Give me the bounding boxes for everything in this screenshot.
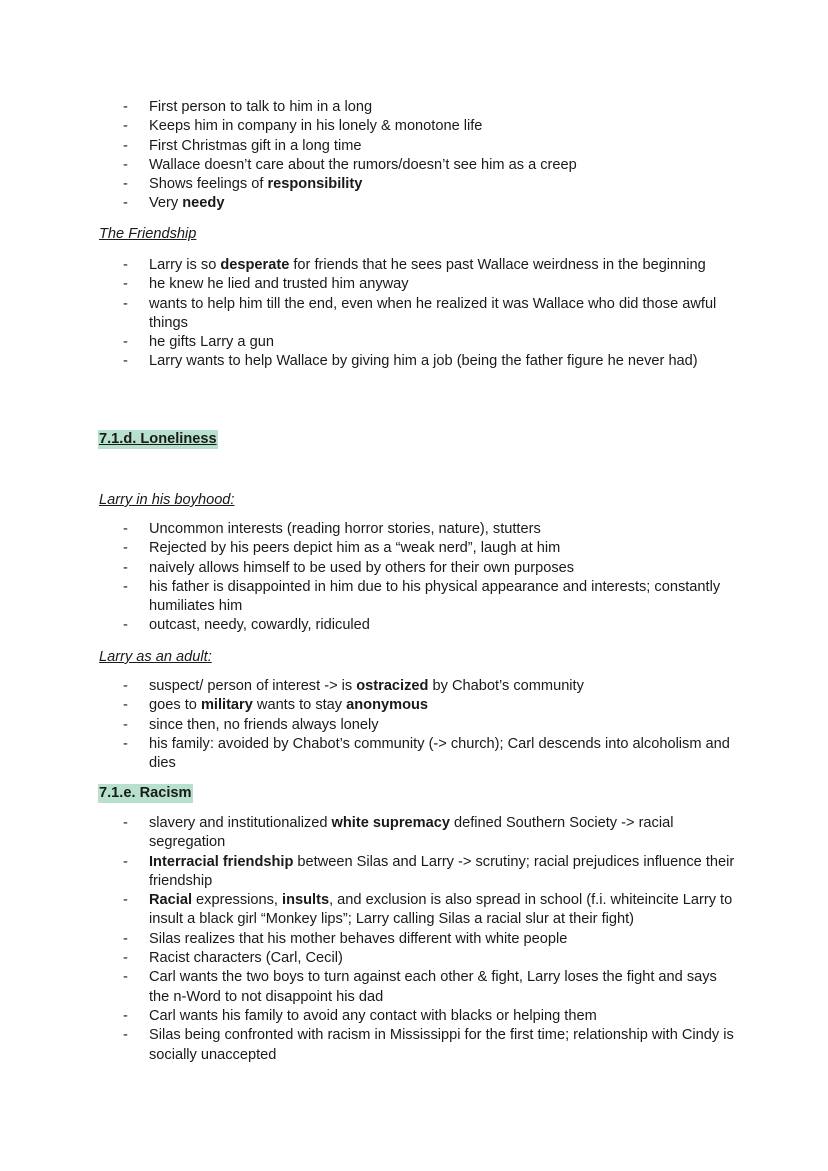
list-item: - Carl wants his family to avoid any contact with blacks or helping them [0, 1007, 828, 1026]
list-item: - First person to talk to him in a long [0, 98, 828, 117]
list-item: - suspect/ person of interest -> is ostracized by Chabot’s community [0, 677, 828, 696]
list-item: - he knew he lied and trusted him anyway [0, 275, 828, 294]
bold-emphasis: insults [282, 892, 330, 909]
list-item: - outcast, needy, cowardly, ridiculed [0, 616, 828, 635]
bold-emphasis: needy [182, 195, 225, 212]
list-item: - Very needy [0, 194, 828, 213]
list-item: - he gifts Larry a gun [0, 333, 828, 352]
intro-list [0, 98, 828, 214]
racism-list [0, 814, 828, 1065]
bold-emphasis: Racial [149, 892, 192, 909]
bold-emphasis: ostracized [356, 678, 429, 694]
boyhood-subheading: Larry in his boyhood: [99, 492, 235, 508]
racism-heading: 7.1.e. Racism [99, 785, 192, 801]
bold-emphasis: Interracial friendship [149, 853, 294, 870]
friendship-list [0, 256, 828, 372]
list-item: - goes to military wants to stay anonymous [0, 696, 828, 715]
list-item: - naively allows himself to be used by others for their own purposes [0, 559, 828, 578]
list-item: - Carl wants the two boys to turn against each other & fight, Larry loses the fight and says the n-Word to not disappoint his dad [0, 968, 828, 1007]
bold-emphasis: white supremacy [331, 815, 450, 831]
bold-emphasis: anonymous [346, 697, 429, 714]
list-item: - Racial expressions, insults, and exclusion is also spread in school (f.i. whiteincite Larry to insult a black girl “Monkey lips”; Larry calling Silas a racial slur at their fight) [0, 891, 828, 930]
list-item: - his family: avoided by Chabot’s community (-> church); Carl descends into alcoholism and dies [0, 735, 828, 774]
list-item: - Shows feelings of responsibility [0, 175, 828, 194]
bold-emphasis: responsibility [267, 176, 363, 193]
bold-emphasis: desperate [220, 257, 290, 273]
list-item: - Larry is so desperate for friends that he sees past Wallace weirdness in the beginning [0, 256, 828, 275]
list-item: - since then, no friends always lonely [0, 716, 828, 735]
list-item: - Uncommon interests (reading horror stories, nature), stutters [0, 520, 828, 539]
list-item: - Rejected by his peers depict him as a “weak nerd”, laugh at him [0, 539, 828, 558]
list-item: - Wallace doesn’t care about the rumors/doesn’t see him as a creep [0, 156, 828, 175]
list-item: - wants to help him till the end, even when he realized it was Wallace who did those awful things [0, 295, 828, 334]
adult-list [0, 677, 828, 773]
list-item: - Silas being confronted with racism in Mississippi for the first time; relationship with Cindy is socially unaccepted [0, 1026, 828, 1065]
list-item: - slavery and institutionalized white supremacy defined Southern Society -> racial segregation [0, 814, 828, 853]
list-item: - Interracial friendship between Silas and Larry -> scrutiny; racial prejudices influence their friendship [0, 853, 828, 892]
loneliness-heading: 7.1.d. Loneliness [99, 431, 217, 447]
list-item: - Keeps him in company in his lonely & monotone life [0, 117, 828, 136]
friendship-subheading: The Friendship [99, 226, 197, 242]
bold-emphasis: military [200, 697, 253, 714]
list-item: - Racist characters (Carl, Cecil) [0, 949, 828, 968]
adult-subheading: Larry as an adult: [99, 649, 212, 665]
list-item: - Larry wants to help Wallace by giving him a job (being the father figure he never had) [0, 352, 828, 371]
list-item: - Silas realizes that his mother behaves different with white people [0, 930, 828, 949]
list-item: - his father is disappointed in him due to his physical appearance and interests; constantly humiliates him [0, 578, 828, 617]
list-item: - First Christmas gift in a long time [0, 137, 828, 156]
boyhood-list [0, 520, 828, 636]
